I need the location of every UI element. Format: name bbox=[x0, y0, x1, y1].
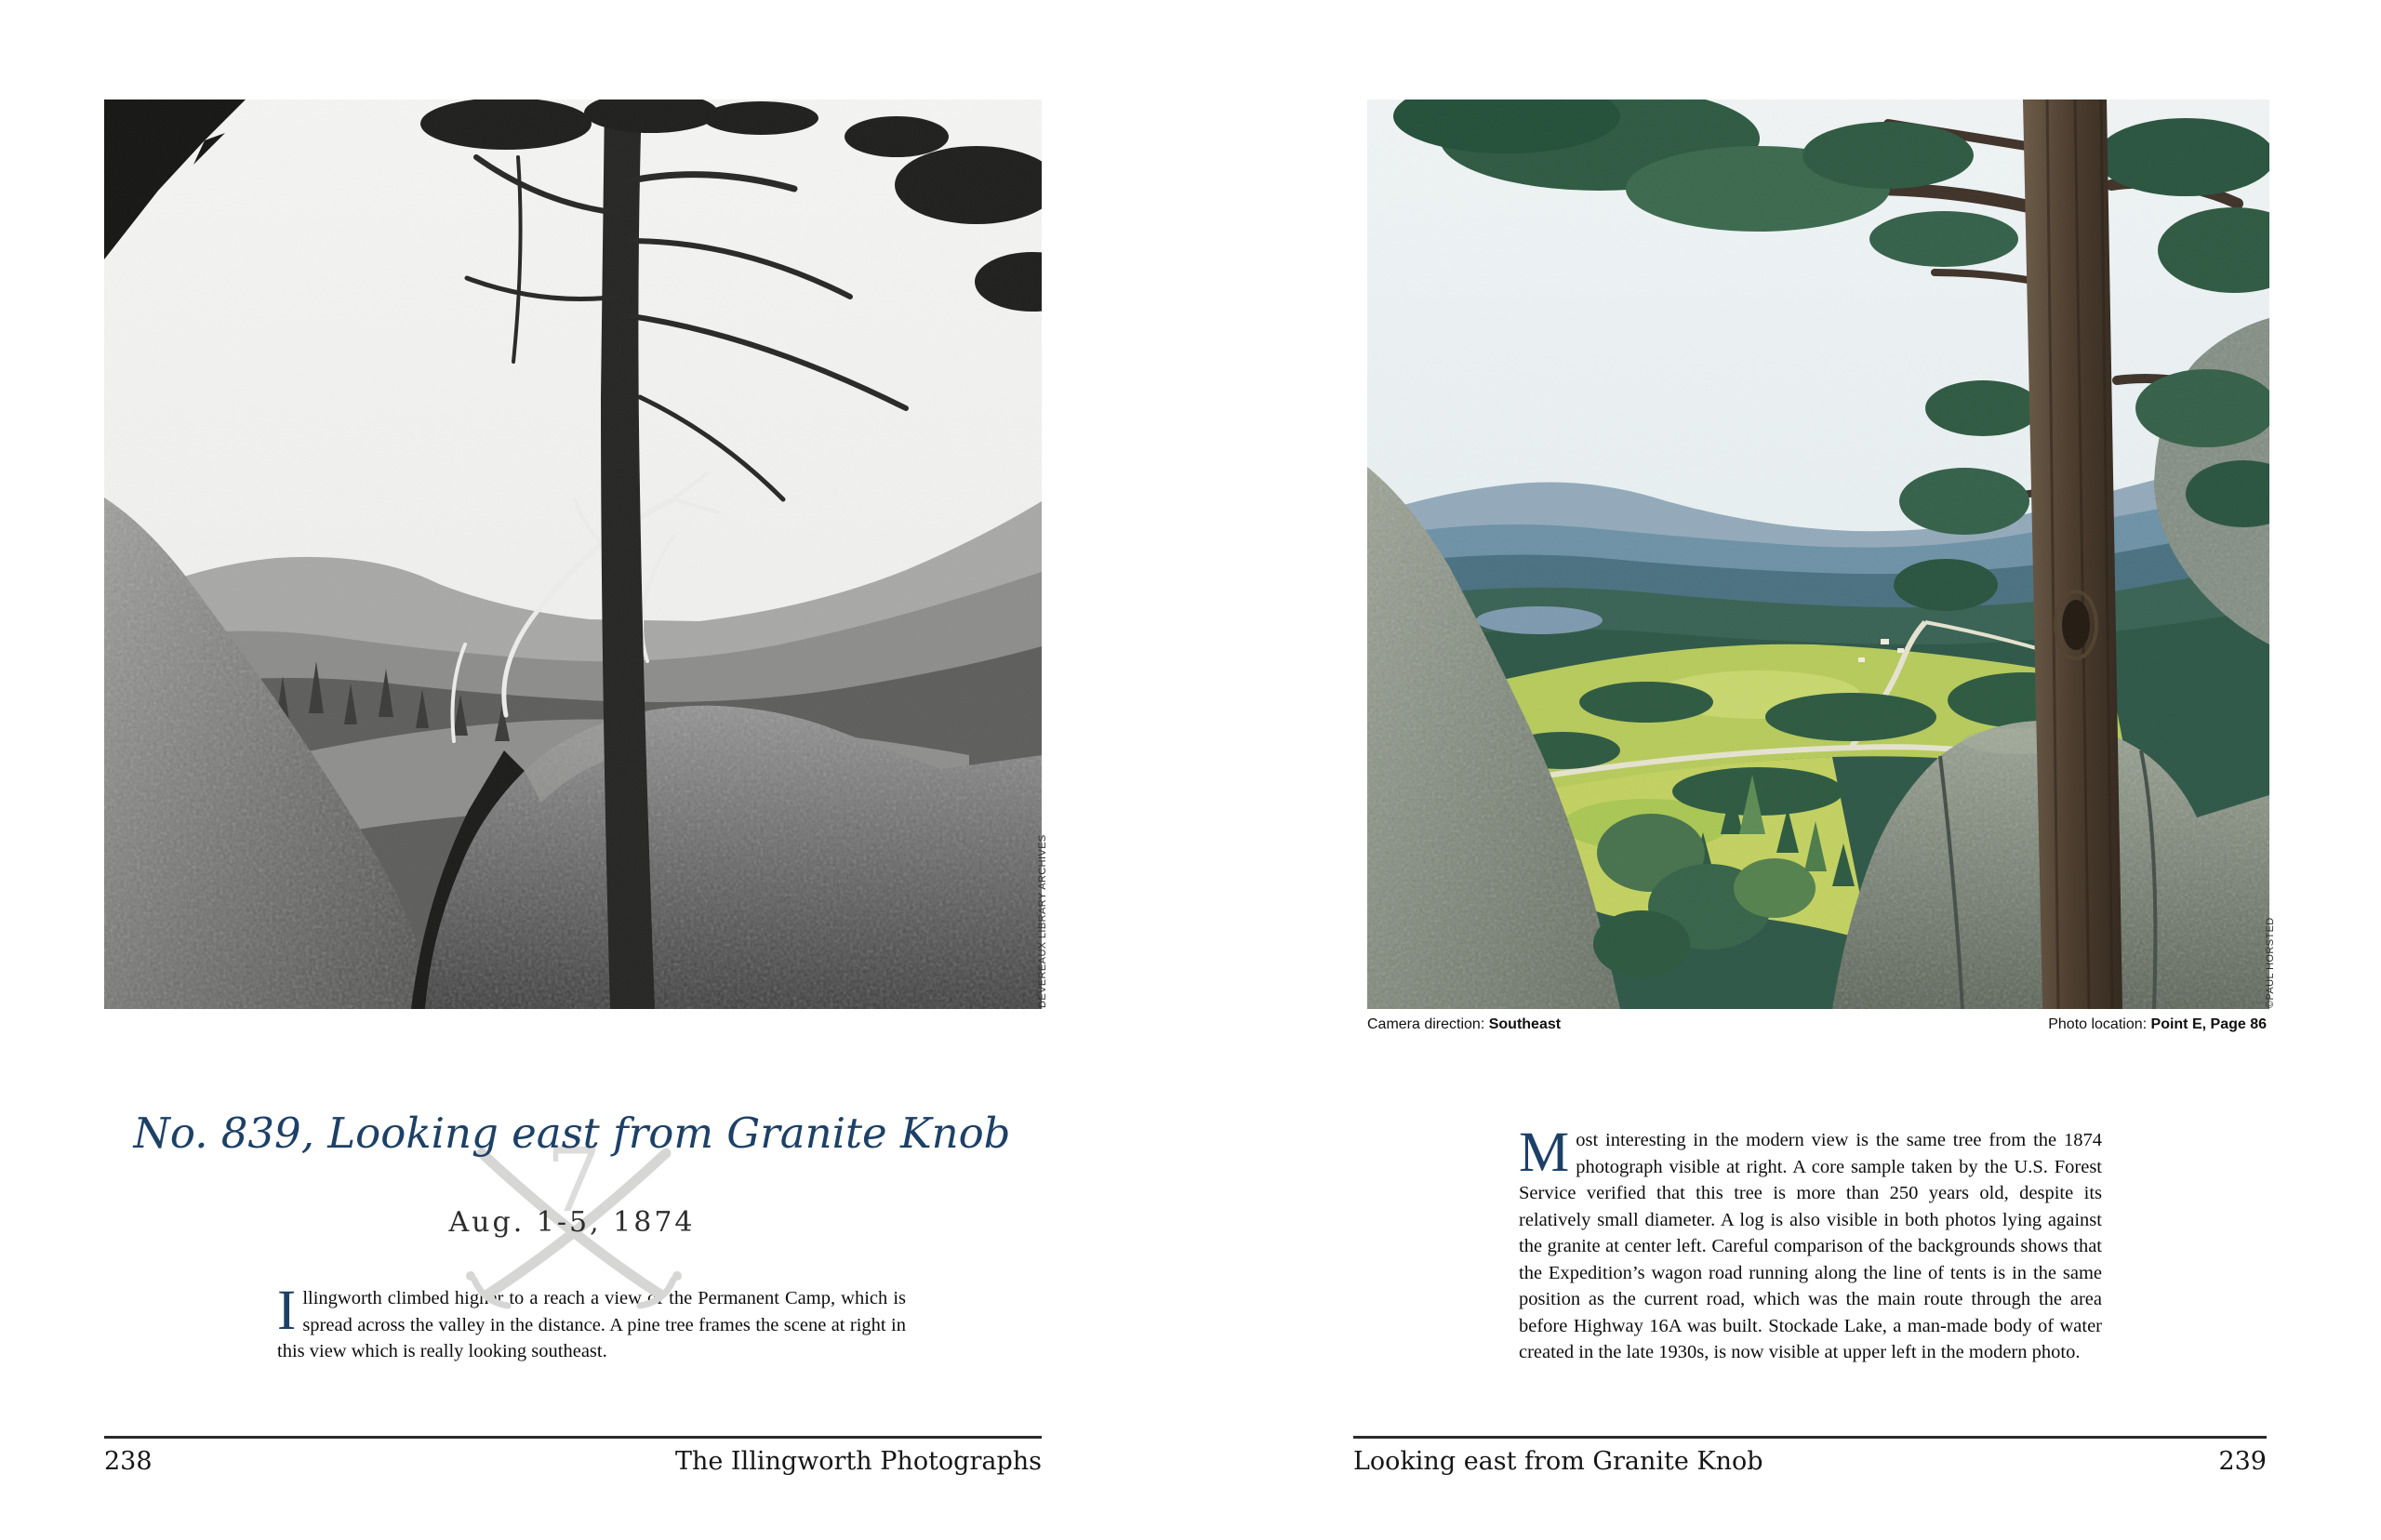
dropcap-left: I bbox=[277, 1280, 297, 1342]
plate-title: No. 839, Looking east from Granite Knob bbox=[133, 1109, 1011, 1158]
right-page-footer bbox=[1353, 1436, 2267, 1476]
modern-photo bbox=[1367, 100, 2269, 1009]
camera-direction-caption bbox=[1367, 1016, 1561, 1033]
page-number-right: 239 bbox=[2218, 1447, 2267, 1476]
photo-location-caption bbox=[1767, 1016, 2267, 1033]
photo-location-value: Point E, Page 86 bbox=[2150, 1016, 2267, 1032]
camera-direction-value: Southeast bbox=[1488, 1016, 1562, 1032]
page-number-left: 238 bbox=[104, 1447, 153, 1476]
right-page-body-text bbox=[1519, 1122, 2102, 1366]
running-head-right: Looking east from Granite Knob bbox=[1353, 1447, 1763, 1476]
dropcap-right: M bbox=[1519, 1122, 1570, 1184]
right-body-copy: ost interesting in the modern view is the same tree from the 1874 photograph visible at right. A core sample taken by the U.S. Forest Service verified that this tree is more than 250 years old, despite its relatively small diameter. A log is also visible in both photos lying against the granite at center left. Careful comparison of the backgrounds shows that the Expedition’s wagon road running along the line of tents is in the same position as the current road, which was the main route through the area before Highway 16A was built. Stockade Lake, a man-made body of water created in the late 1930s, is now visible at upper left in the modern photo. bbox=[1519, 1130, 2102, 1362]
running-head-left: The Illingworth Photographs bbox=[674, 1447, 1042, 1476]
photo-left-film-grain bbox=[104, 100, 1042, 1009]
photo-credit-left: DEVEREAUX LIBRARY ARCHIVES bbox=[1037, 834, 1048, 1008]
svg-text:7: 7 bbox=[545, 1130, 603, 1232]
left-page-footer bbox=[104, 1436, 1042, 1476]
photo-right-film-grain bbox=[1367, 100, 2269, 1009]
historic-photo-1874 bbox=[104, 100, 1042, 1009]
photo-credit-right: ©PAUL HORSTED bbox=[2265, 917, 2276, 1008]
left-body-copy: llingworth climbed higher to a reach a view of the Permanent Camp, which is spread across the valley in the distance. A pine tree frames the scene at right in this view which is really looking southeast. bbox=[277, 1288, 906, 1361]
plate-date: Aug. 1-5, 1874 bbox=[448, 1206, 696, 1239]
photo-location-label: Photo location: bbox=[2048, 1016, 2151, 1032]
camera-direction-label: Camera direction: bbox=[1367, 1016, 1489, 1032]
